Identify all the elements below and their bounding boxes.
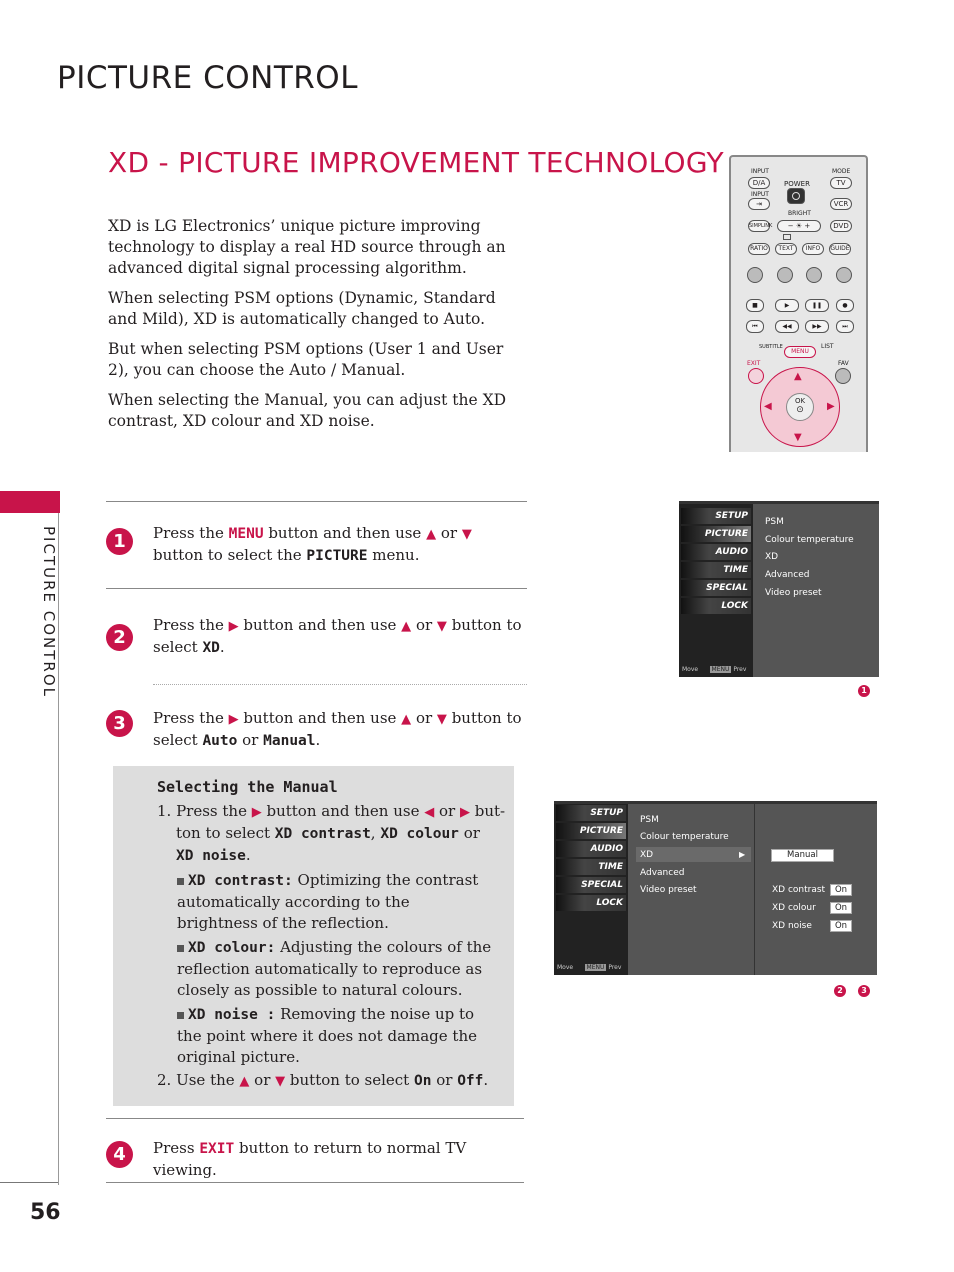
osd-option-psm: PSM xyxy=(765,517,784,527)
osd-menu-special: SPECIAL xyxy=(681,580,751,596)
remote-label-list: LIST xyxy=(821,343,834,350)
prev-icon: ⏮ xyxy=(746,320,764,333)
xd-noise-keyword: XD noise xyxy=(176,848,246,864)
right-arrow-icon: ▶ xyxy=(228,712,239,727)
up-arrow-icon: ▲ xyxy=(401,619,412,634)
osd-option-video-preset: Video preset xyxy=(640,885,697,895)
remote-label-input2: INPUT xyxy=(751,191,769,198)
osd-menu-audio: AUDIO xyxy=(556,841,626,857)
intro-paragraph: XD is LG Electronics’ unique picture improving technology to display a real HD source through an advanced digital signal processing algorithm. xyxy=(108,217,506,277)
xd-contrast-keyword: XD contrast xyxy=(274,826,371,842)
osd-footer: Move MENU Prev xyxy=(557,964,622,971)
osd-screen-2 xyxy=(554,801,877,975)
nav-up-icon: ▲ xyxy=(794,371,802,382)
remote-dvd-button: DVD xyxy=(830,220,852,232)
power-button-icon xyxy=(787,188,805,204)
osd-menu-special: SPECIAL xyxy=(556,877,626,893)
navigation-ring xyxy=(760,367,840,447)
osd-screen-1 xyxy=(679,501,879,677)
osd-menu-time: TIME xyxy=(681,562,751,578)
screen-icon xyxy=(783,234,791,240)
exit-button xyxy=(748,368,764,384)
remote-guide-button: GUIDE xyxy=(829,243,851,255)
xd-contrast-label: XD contrast: xyxy=(188,873,293,889)
color-button xyxy=(806,267,822,283)
forward-icon: ▶▶ xyxy=(805,320,829,333)
osd-option-xd-highlight xyxy=(636,847,751,862)
intro-paragraph: When selecting PSM options (Dynamic, Standard and Mild), XD is automatically changed to Auto. xyxy=(108,289,496,328)
xd-keyword: XD xyxy=(202,640,220,656)
fav-button xyxy=(835,368,851,384)
right-arrow-icon: ▶ xyxy=(251,805,262,820)
remote-label-subtitle: SUBTITLE xyxy=(759,344,783,350)
menu-keyword: MENU xyxy=(228,526,264,542)
rewind-icon: ◀◀ xyxy=(775,320,799,333)
osd-xd-colour-value: On xyxy=(830,902,852,914)
xd-colour-label: XD colour: xyxy=(188,940,276,956)
color-button xyxy=(747,267,763,283)
osd-footer: Move MENU Prev xyxy=(682,666,747,673)
osd-option-psm: PSM xyxy=(640,815,659,825)
remote-vcr-button: VCR xyxy=(830,198,852,210)
input-arrow-icon: ⇥ xyxy=(748,198,770,210)
exit-keyword: EXIT xyxy=(199,1141,235,1157)
nav-down-icon: ▼ xyxy=(794,432,802,443)
side-tab xyxy=(0,491,60,513)
remote-label-power: POWER xyxy=(784,180,810,188)
screen-2-badge: 2 xyxy=(834,985,846,997)
step-1-badge: 1 xyxy=(106,528,133,555)
step-2-badge: 2 xyxy=(106,624,133,651)
remote-ratio-button: RATIO xyxy=(748,243,770,255)
osd-menu-setup: SETUP xyxy=(681,508,751,524)
ok-button xyxy=(786,393,814,421)
osd-xd-noise-value: On xyxy=(830,920,852,932)
manual-keyword: Manual xyxy=(263,733,316,749)
xd-noise-label: XD noise : xyxy=(188,1007,276,1023)
right-arrow-icon: ▶ xyxy=(228,619,239,634)
screen-1-badge: 1 xyxy=(858,685,870,697)
osd-option-xd: XD xyxy=(640,850,654,860)
step-divider xyxy=(106,1182,524,1183)
up-arrow-icon: ▲ xyxy=(239,1074,250,1089)
remote-da-button: D/A xyxy=(748,177,770,189)
remote-tv-button: TV xyxy=(830,177,852,189)
remote-simplink-button: SIMPLINK xyxy=(748,220,770,232)
remote-label-bright: BRIGHT xyxy=(788,210,811,217)
osd-xd-contrast-value: On xyxy=(830,884,852,896)
down-arrow-icon: ▼ xyxy=(436,619,447,634)
osd-right-arrow-icon: ▶ xyxy=(739,850,746,859)
stop-icon: ■ xyxy=(746,299,764,312)
bullet-icon xyxy=(177,878,184,885)
osd-xd-noise-label: XD noise xyxy=(772,921,812,931)
next-icon: ⏭ xyxy=(836,320,854,333)
osd-option-xd: XD xyxy=(765,552,779,562)
remote-menu-button: MENU xyxy=(784,346,816,358)
intro-paragraph: But when selecting PSM options (User 1 and User 2), you can choose the Auto / Manual. xyxy=(108,340,504,379)
picture-keyword: PICTURE xyxy=(306,548,368,564)
color-button xyxy=(777,267,793,283)
osd-menu-lock: LOCK xyxy=(681,598,751,614)
osd-option-advanced: Advanced xyxy=(765,570,810,580)
osd-xd-colour-label: XD colour xyxy=(772,903,816,913)
left-arrow-icon: ◀ xyxy=(424,805,435,820)
down-arrow-icon: ▼ xyxy=(275,1074,286,1089)
bright-control-icon: − ☀ + xyxy=(777,220,821,232)
step-2-text: Press the ▶ button and then use ▲ or ▼ button to select XD. xyxy=(153,616,522,656)
side-label: PICTURE CONTROL xyxy=(40,526,58,699)
screen-3-badge: 3 xyxy=(858,985,870,997)
osd-menu-lock: LOCK xyxy=(556,895,626,911)
side-divider xyxy=(58,513,59,1185)
up-arrow-icon: ▲ xyxy=(426,527,437,542)
intro-text xyxy=(108,216,523,441)
pause-icon: ❚❚ xyxy=(805,299,829,312)
box-instructions: 1. Press the ▶ button and then use ◀ or ▶ but- ton to select XD contrast, XD colour or XD noise. XD contrast: Optimizing the contrast automatically according to the brightness of the reflection. XD colour: Adjusting the colours of the reflection automatically to reproduce as closely as possible to natural colours. XD noise : Removing the noise up to the point where it does not damage the original picture. 2. Use the ▲ or ▼ button to select On or Off. xyxy=(157,802,506,1089)
record-icon: ● xyxy=(836,299,854,312)
off-keyword: Off xyxy=(457,1073,484,1089)
bullet-icon xyxy=(177,945,184,952)
down-arrow-icon: ▼ xyxy=(436,712,447,727)
osd-menu-audio: AUDIO xyxy=(681,544,751,560)
page-number: 56 xyxy=(30,1200,61,1225)
osd-option-colour-temperature: Colour temperature xyxy=(765,535,854,545)
color-button xyxy=(836,267,852,283)
remote-label-input: INPUT xyxy=(751,168,769,175)
remote-label-exit: EXIT xyxy=(747,360,761,367)
bullet-icon xyxy=(177,1012,184,1019)
right-arrow-icon: ▶ xyxy=(460,805,470,820)
osd-menu-time: TIME xyxy=(556,859,626,875)
step-3-text: Press the ▶ button and then use ▲ or ▼ button to select Auto or Manual. xyxy=(153,709,522,749)
on-keyword: On xyxy=(413,1073,432,1089)
osd-menu-picture: PICTURE xyxy=(556,823,626,839)
osd-option-advanced: Advanced xyxy=(640,868,685,878)
up-arrow-icon: ▲ xyxy=(401,712,412,727)
osd-xd-mode-value: Manual xyxy=(771,849,834,862)
play-icon: ▶ xyxy=(775,299,799,312)
remote-control-illustration xyxy=(729,155,868,452)
ok-label: OK xyxy=(794,397,806,405)
step-dotted-divider xyxy=(153,684,527,685)
nav-left-icon: ◀ xyxy=(764,401,772,412)
remote-label-fav: FAV xyxy=(838,360,849,367)
osd-option-video-preset: Video preset xyxy=(765,588,822,598)
osd-xd-contrast-label: XD contrast xyxy=(772,885,826,895)
page-number-divider xyxy=(0,1182,58,1183)
osd-column-divider xyxy=(754,804,755,975)
step-divider xyxy=(106,501,527,502)
osd-menu-column xyxy=(679,504,753,677)
osd-menu-column xyxy=(554,804,628,975)
box-title: Selecting the Manual xyxy=(157,778,338,796)
down-arrow-icon: ▼ xyxy=(461,527,472,542)
step-4-badge: 4 xyxy=(106,1141,133,1168)
step-3-badge: 3 xyxy=(106,710,133,737)
osd-menu-picture: PICTURE xyxy=(681,526,751,542)
step-1-text: Press the MENU button and then use ▲ or ▼ button to select the PICTURE menu. xyxy=(153,524,472,564)
page-header: PICTURE CONTROL xyxy=(57,60,358,96)
step-divider xyxy=(106,588,527,589)
step-4-text: Press EXIT button to return to normal TV viewing. xyxy=(153,1139,467,1179)
auto-keyword: Auto xyxy=(202,733,238,749)
manual-settings-box xyxy=(113,766,514,1106)
nav-right-icon: ▶ xyxy=(827,401,835,412)
xd-colour-keyword: XD colour xyxy=(380,826,459,842)
intro-paragraph: When selecting the Manual, you can adjust the XD contrast, XD colour and XD noise. xyxy=(108,391,507,430)
osd-menu-setup: SETUP xyxy=(556,805,626,821)
ok-dot-icon: ⊙ xyxy=(796,405,804,415)
remote-info-button: INFO xyxy=(802,243,824,255)
osd-option-colour-temperature: Colour temperature xyxy=(640,832,729,842)
section-title: XD - PICTURE IMPROVEMENT TECHNOLOGY xyxy=(108,146,724,179)
step-divider xyxy=(106,1118,524,1119)
remote-label-mode: MODE xyxy=(832,168,851,175)
remote-text-button: TEXT xyxy=(775,243,797,255)
